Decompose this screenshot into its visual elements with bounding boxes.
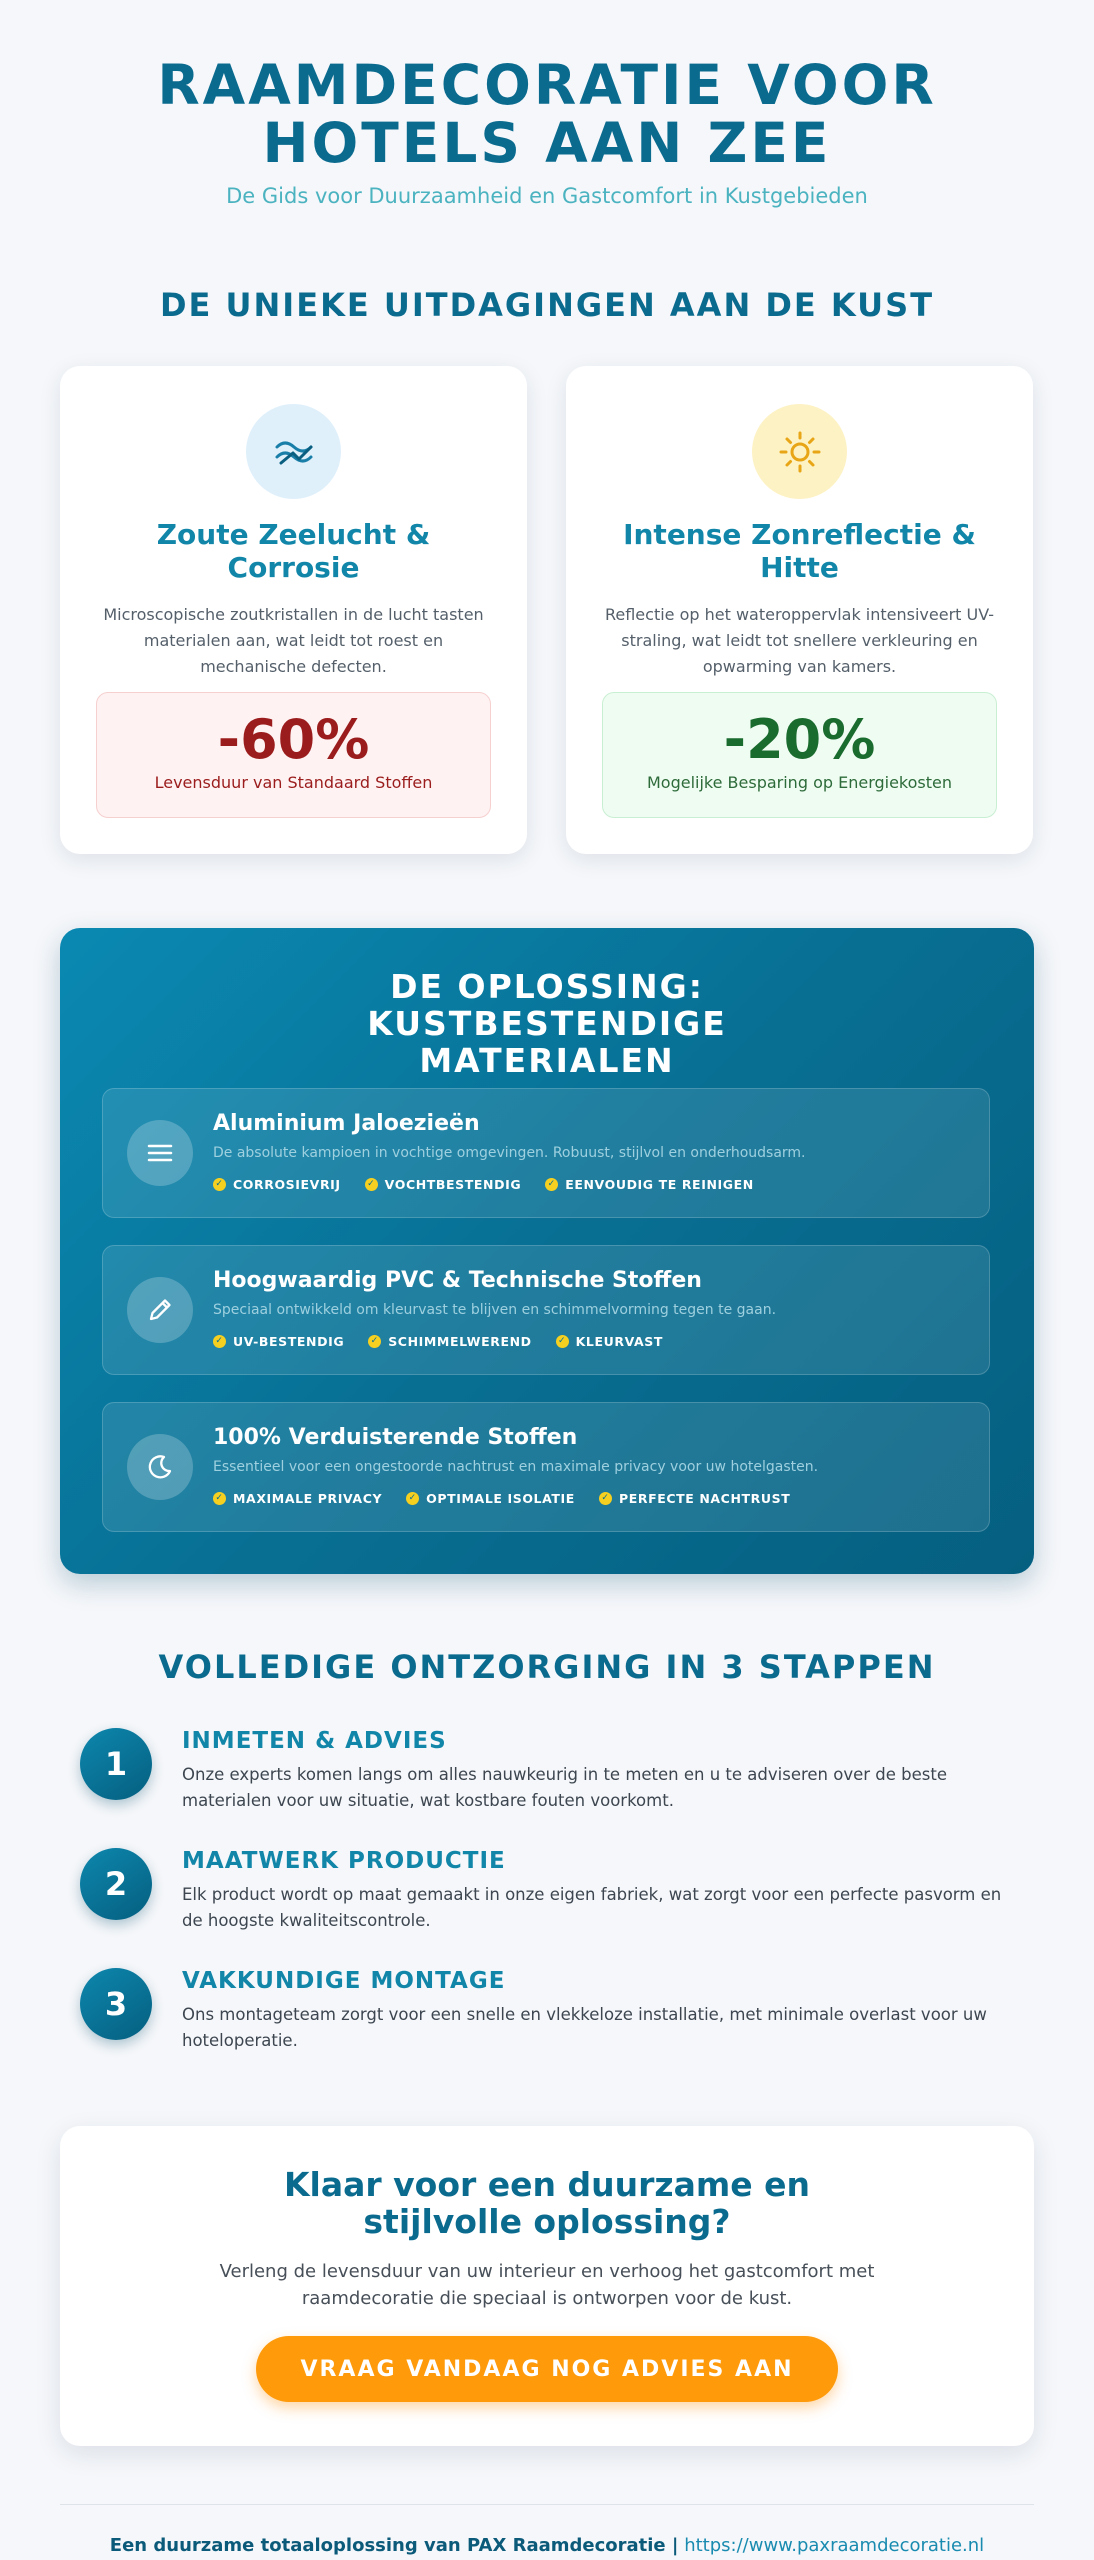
moon-icon [127, 1434, 193, 1500]
page-subtitle: De Gids voor Duurzaamheid en Gastcomfort in Kustgebieden [226, 184, 868, 208]
tag [406, 1491, 575, 1506]
tag-label: MAXIMALE PRIVACY [233, 1491, 383, 1506]
tag [545, 1177, 754, 1192]
check-icon: ✓ [368, 1335, 381, 1348]
challenges-heading: DE UNIEKE UITDAGINGEN AAN DE KUST [159, 286, 935, 324]
tag-label: UV-BESTENDIG [233, 1334, 345, 1349]
solution-panel [60, 928, 1034, 1574]
check-icon: ✓ [599, 1492, 612, 1505]
step-text: Elk product wordt op maat gemaakt in onze eigen fabriek, wat zorgt voor een perfecte pasvorm en de hoogste kwaliteitscontrole. [182, 1885, 1002, 1930]
check-icon: ✓ [213, 1178, 226, 1191]
step-text: Ons montageteam zorgt voor een snelle en vlekkeloze installatie, met minimale overlast voor uw hoteloperatie. [182, 2005, 987, 2050]
stat-box [96, 692, 491, 818]
step-title: INMETEN & ADVIES [182, 1728, 447, 1754]
check-icon: ✓ [365, 1178, 378, 1191]
stat-label: Levensduur van Standaard Stoffen [154, 773, 433, 792]
step-number: 3 [80, 1968, 152, 2040]
step-item [80, 1728, 1020, 1838]
steps-heading: VOLLEDIGE ONTZORGING IN 3 STAPPEN [158, 1648, 936, 1686]
solution-item-title: 100% Verduisterende Stoffen [213, 1425, 578, 1450]
stat-label: Mogelijke Besparing op Energiekosten [646, 773, 953, 792]
check-icon: ✓ [213, 1335, 226, 1348]
step-text: Onze experts komen langs om alles nauwkeurig in te meten en u te adviseren over de beste materialen voor uw situatie, wat kostbare fouten voorkomt. [182, 1765, 948, 1810]
solution-item-description: Speciaal ontwikkeld om kleurvast te blijven en schimmelvorming tegen te gaan. [213, 1302, 777, 1318]
tag-label: SCHIMMELWEREND [388, 1334, 532, 1349]
solution-heading: DE OPLOSSING: KUSTBESTENDIGE MATERIALEN [367, 967, 727, 1080]
title-line-2: HOTELS AAN ZEE [262, 111, 832, 175]
footer-text: Een duurzame totaaloplossing van PAX Raamdecoratie | [109, 2535, 679, 2556]
step-item [80, 1968, 1020, 2078]
step-number: 1 [80, 1728, 152, 1800]
footer-divider [60, 2504, 1034, 2505]
card-description: Reflectie op het wateroppervlak intensiveert UV-straling, wat leidt tot snellere verkleuring en opwarming van kamers. [604, 605, 995, 676]
check-icon: ✓ [556, 1335, 569, 1348]
tag [365, 1177, 522, 1192]
solution-item-description: De absolute kampioen in vochtige omgevingen. Robuust, stijlvol en onderhoudsarm. [213, 1145, 806, 1161]
tag [556, 1334, 663, 1349]
wave-chart-icon [246, 404, 341, 499]
solution-item-description: Essentieel voor een ongestoorde nachtrust en maximale privacy voor uw hotelgasten. [213, 1459, 819, 1475]
tag-label: KLEURVAST [575, 1334, 664, 1349]
step-title: MAATWERK PRODUCTIE [182, 1848, 506, 1874]
stat-box [602, 692, 997, 818]
check-icon: ✓ [213, 1492, 226, 1505]
tag-label: EENVOUDIG TE REINIGEN [565, 1177, 754, 1192]
tag-label: VOCHTBESTENDIG [384, 1177, 522, 1192]
step-item [80, 1848, 1020, 1958]
solution-tags [213, 1334, 663, 1349]
cta-title: Klaar voor een duurzame en stijlvolle oplossing? [283, 2165, 811, 2241]
footer [0, 2535, 1094, 2556]
tag [213, 1491, 382, 1506]
blinds-icon [127, 1120, 193, 1186]
cta-text: Verleng de levensduur van uw interieur en verhoog het gastcomfort met raamdecoratie die speciaal is ontworpen voor de kust. [219, 2261, 875, 2309]
tag [213, 1334, 344, 1349]
solution-item-title: Hoogwaardig PVC & Technische Stoffen [213, 1268, 702, 1293]
footer-link[interactable]: https://www.paxraamdecoratie.nl [684, 2535, 985, 2556]
card-description: Microscopische zoutkristallen in de lucht tasten materialen aan, wat leidt tot roest en mechanische defecten. [103, 605, 484, 676]
challenge-card-corrosion [60, 366, 527, 854]
solution-item-aluminium [102, 1088, 990, 1218]
stat-value: -60% [217, 708, 370, 771]
step-title: VAKKUNDIGE MONTAGE [182, 1968, 506, 1994]
tag [368, 1334, 531, 1349]
solution-item-title: Aluminium Jaloezieën [213, 1111, 480, 1136]
tag [599, 1491, 790, 1506]
check-icon: ✓ [406, 1492, 419, 1505]
pencil-icon [127, 1277, 193, 1343]
tag [213, 1177, 341, 1192]
cta-card [60, 2126, 1034, 2446]
sun-icon [752, 404, 847, 499]
solution-tags [213, 1491, 790, 1506]
step-number: 2 [80, 1848, 152, 1920]
title-line-1: RAAMDECORATIE VOOR [157, 53, 937, 117]
solution-tags [213, 1177, 754, 1192]
stat-value: -20% [723, 708, 876, 771]
tag-label: CORROSIEVRIJ [233, 1177, 341, 1192]
card-title: Zoute Zeelucht & Corrosie [156, 518, 431, 584]
check-icon: ✓ [545, 1178, 558, 1191]
request-advice-button[interactable]: VRAAG VANDAAG NOG ADVIES AAN [256, 2336, 838, 2402]
solution-item-pvc [102, 1245, 990, 1375]
challenge-card-sun [566, 366, 1033, 854]
tag-label: OPTIMALE ISOLATIE [426, 1491, 575, 1506]
solution-item-blackout [102, 1402, 990, 1532]
page-title [0, 53, 1094, 175]
card-title: Intense Zonreflectie & Hitte [623, 518, 976, 584]
tag-label: PERFECTE NACHTRUST [618, 1491, 791, 1506]
